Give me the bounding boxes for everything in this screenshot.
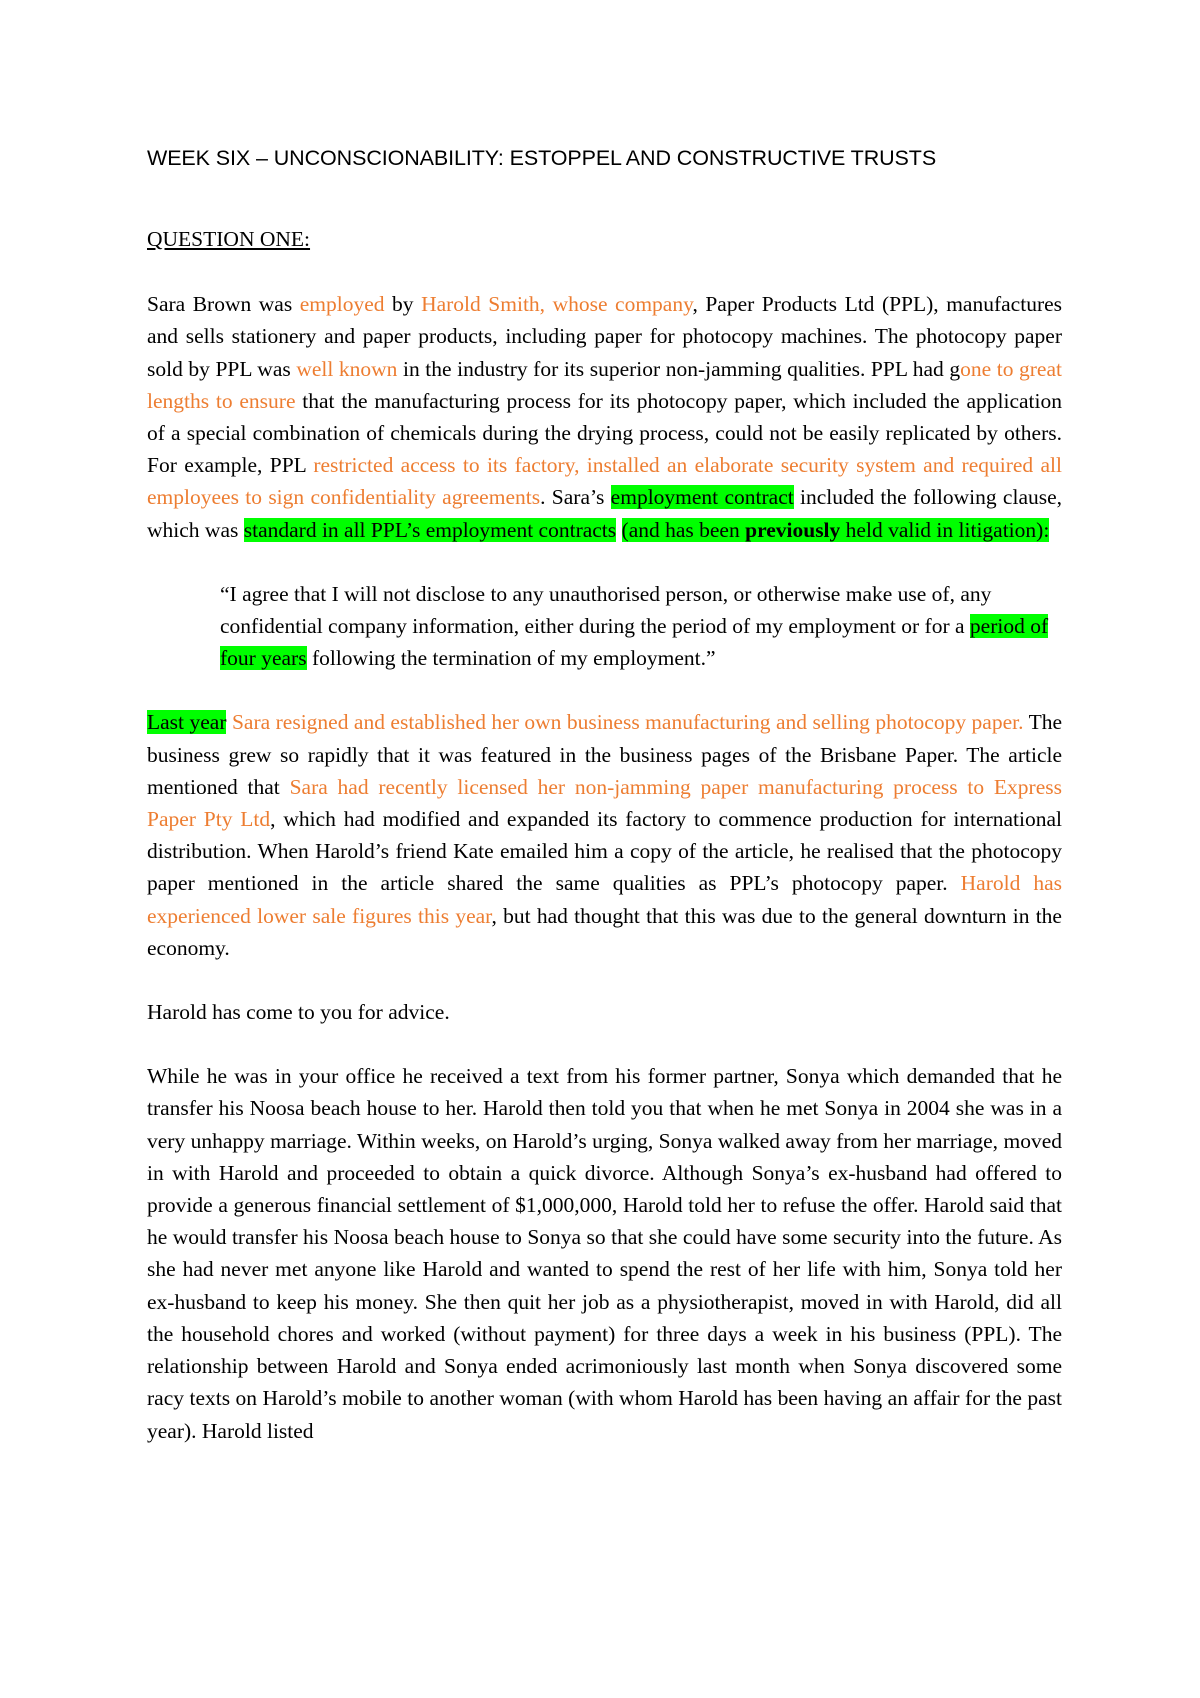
highlighted-text: held valid in litigation):	[840, 517, 1050, 542]
text-run: Sara Brown was	[147, 292, 300, 317]
question-title: QUESTION ONE:	[147, 227, 311, 251]
text-run: , but had thought that this was due to the general downturn in the economy.	[147, 903, 1062, 960]
annotated-text: Harold Smith, whose company	[421, 292, 693, 317]
text-run: “I agree that I will not disclose to any unauthorised person, or otherwise make use of, any confidential company information, either during the period of my employment or for a	[220, 581, 992, 639]
annotated-text: restricted access to its factory, installed an elaborate security system and required all employees to sign confidentiality agreements	[147, 453, 1062, 510]
annotated-text: Sara had recently licensed her non-jamming paper manufacturing process to Express Paper Pty Ltd	[147, 774, 1062, 832]
highlighted-text: Last year	[147, 710, 227, 735]
highlighted-text: employment contract	[610, 485, 794, 510]
text-run: included the following clause, which was	[147, 485, 1063, 542]
text-run	[616, 518, 621, 542]
highlighted-text: period of four years	[220, 614, 1049, 671]
annotated-text: Sara resigned and established her own business manufacturing and selling photocopy paper.	[231, 710, 1024, 735]
annotated-text: employed	[299, 292, 385, 317]
text-run: . Sara’s	[540, 485, 611, 510]
annotated-text: Harold has experienced lower sale figures this year	[147, 871, 1062, 928]
annotated-text: one to great lengths to ensure	[147, 356, 1062, 413]
paragraph-facts-sara	[147, 288, 1062, 546]
text-run: in the industry for its superior non-jamming qualities. PPL had g	[397, 356, 961, 381]
clause-quote	[220, 578, 1062, 675]
text-run: The business grew so rapidly that it was featured in the business pages of the Brisbane Paper. The article mentioned that	[147, 710, 1062, 799]
text-run: that the manufacturing process for its photocopy paper, which included the application of a special combination of chemicals during the drying process, could not be easily replicated by others. For example, PPL	[147, 388, 1063, 478]
highlighted-text: (and has been	[621, 517, 746, 542]
annotated-text: well known	[296, 356, 398, 381]
document-body	[147, 142, 1062, 1479]
paragraph-advice: Harold has come to you for advice.	[147, 1000, 450, 1025]
document-heading: WEEK SIX – UNCONSCIONABILITY: ESTOPPEL AND CONSTRUCTIVE TRUSTS	[147, 146, 937, 170]
highlighted-text: standard in all PPL’s employment contracts	[243, 517, 617, 542]
paragraph-facts-sonya: While he was in your office he received a text from his former partner, Sonya which demanded that he transfer his Noosa beach house to her. Harold then told you that when he met Sonya in 2004 she was in a very unhappy marriage. Within weeks, on Harold’s urging, Sonya walked away from her marriage, moved in with Harold and proceeded to obtain a quick divorce. Although Sonya’s ex-husband had offered to provide a generous financial settlement of $1,000,000, Harold told her to refuse the offer. Harold said that he would transfer his Noosa beach house to Sonya so that she could have some security into the future. As she had never met anyone like Harold and wanted to spend the rest of her life with him, Sonya told her ex-husband to keep his money. She then quit her job as a physiotherapist, moved in with Harold, did all the household chores and worked (without payment) for three days a week in his business (PPL). The relationship between Harold and Sonya ended acrimoniously last month when Sonya discovered some racy texts on Harold’s mobile to another woman (with whom Harold has been having an affair for the past year). Harold listed	[147, 1064, 1062, 1443]
paragraph-facts-business	[147, 706, 1062, 964]
text-run: , which had modified and expanded its factory to commence production for international distribution. When Harold’s friend Kate emailed him a copy of the article, he realised that the photocopy paper mentioned in the article shared the same qualities as PPL’s photocopy paper.	[147, 807, 1062, 896]
highlighted-bold-text: previously	[745, 517, 841, 542]
text-run: following the termination of my employment.”	[306, 646, 716, 671]
text-run: by	[384, 292, 422, 317]
text-run: , Paper Products Ltd (PPL), manufactures and sells stationery and paper products, including paper for photocopy machines. The photocopy paper sold by PPL was	[147, 292, 1063, 381]
